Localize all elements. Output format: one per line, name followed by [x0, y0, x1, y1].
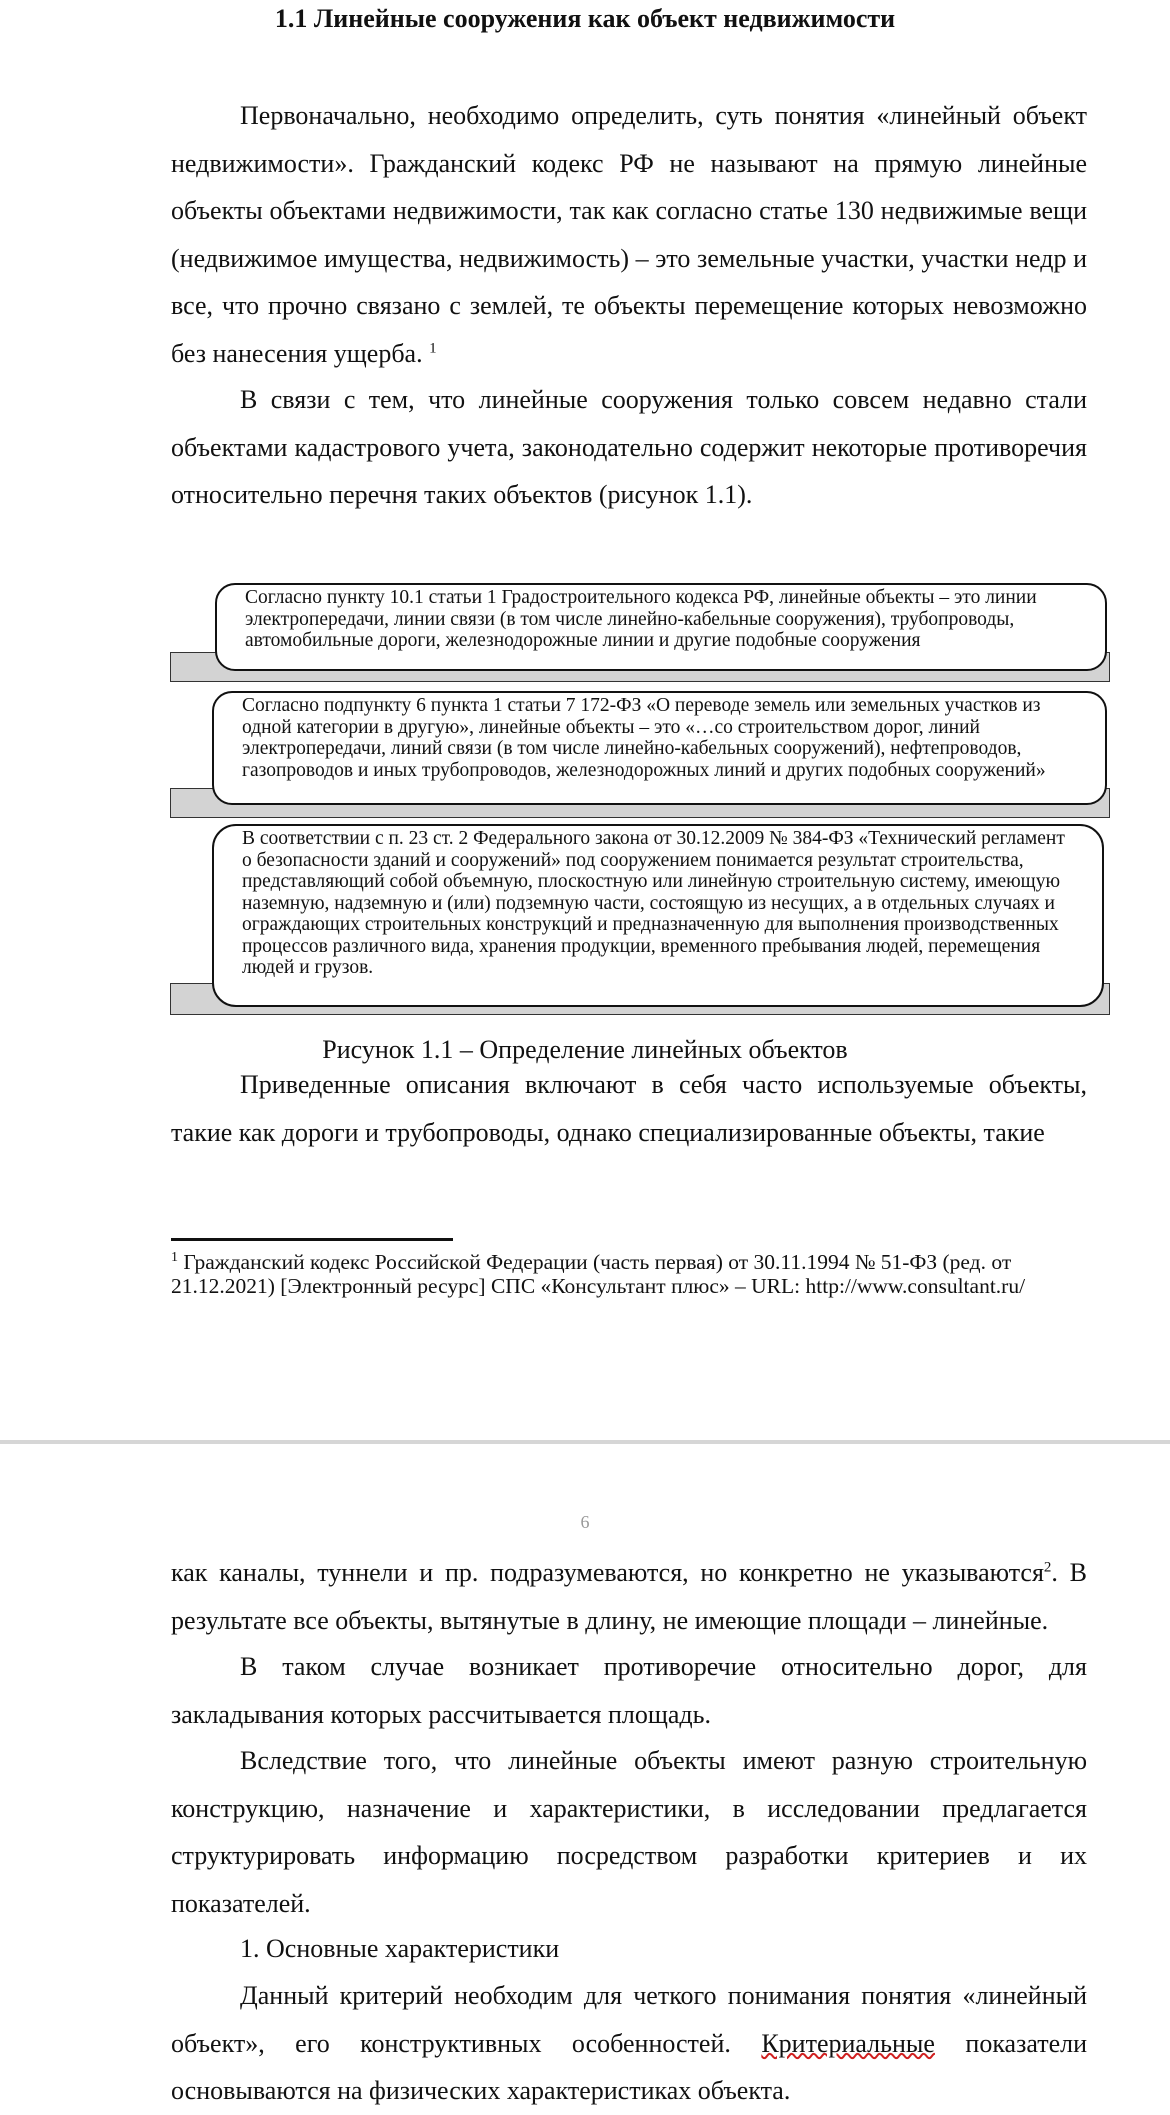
- section-heading: 1.1 Линейные сооружения как объект недвижимости: [274, 4, 896, 33]
- paragraph-7-start: Данный критерий необходим для четкого понимания понятия «линейный объект», его конструктивных особенностей.: [171, 1981, 1087, 2058]
- footnote-1: [171, 1250, 1087, 1298]
- page-number: 6: [580, 1512, 590, 1532]
- figure-caption: Рисунок 1.1 – Определение линейных объектов: [322, 1035, 848, 1064]
- paragraph-5: [171, 1643, 1087, 1738]
- footnote-ref-2[interactable]: 2: [1043, 1559, 1052, 1576]
- paragraph-7: [171, 1972, 1087, 2115]
- definition-box-1: [215, 583, 1107, 671]
- definition-box-3: [212, 824, 1104, 1007]
- footnote-ref-1[interactable]: 1: [429, 339, 437, 356]
- definition-box-3-text: В соответствии с п. 23 ст. 2 Федерального закона от 30.12.2009 № 384-ФЗ «Технический регламент о безопасности зданий и сооружений» под сооружением понимается результат строительства, представляющий собой объемную, плоскостную или линейную строительную систему, имеющую наземную, надземную и (или) подземную части, состоящую из несущих, а в отдельных случаях и ограждающих строительных конструкций и предназначенную для выполнения производственных процессов различного вида, хранения продукции, временного пребывания людей, перемещения людей и грузов.: [242, 828, 1065, 978]
- definition-box-2-text: Согласно подпункту 6 пункта 1 статьи 7 172-ФЗ «О переводе земель или земельных участков из одной категории в другую», линейные объекты – это «…со строительством дорог, линий электропередачи, линий связи (в том числе линейно-кабельных сооружений), нефтепроводов, газопроводов и иных трубопроводов, железнодорожных линий и других подобных сооружений»: [242, 695, 1046, 781]
- paragraph-1: [171, 92, 1087, 377]
- paragraph-2: [171, 376, 1087, 519]
- paragraph-3: [171, 1061, 1087, 1156]
- paragraph-1-text: Первоначально, необходимо определить, суть понятия «линейный объект недвижимости». Гражданский кодекс РФ не называют на прямую линейные объекты объектами недвижимости, так как согласно статье 130 недвижимые вещи (недвижимое имущества, недвижимость) – это земельные участки, участки недр и все, что прочно связано с землей, те объекты перемещение которых невозможно без нанесения ущерба.: [171, 101, 1087, 368]
- spellcheck-flagged-word[interactable]: Критериальные: [761, 2028, 935, 2058]
- paragraph-4-text: как каналы, туннели и пр. подразумеваются, но конкретно не указываются: [171, 1558, 1044, 1587]
- paragraph-3-text: Приведенные описания включают в себя часто используемые объекты, такие как дороги и трубопроводы, однако специализированные объекты, такие: [171, 1070, 1087, 1147]
- definition-box-1-text: Согласно пункту 10.1 статьи 1 Градостроительного кодекса РФ, линейные объекты – это линии электропередачи, линии связи (в том числе линейно-кабельные сооружения), трубопроводы, автомобильные дороги, железнодорожные линии и другие подобные сооружения: [245, 587, 1037, 651]
- list-item-1-text: 1. Основные характеристики: [240, 1934, 560, 1963]
- footnote-separator: [171, 1238, 453, 1241]
- paragraph-2-text: В связи с тем, что линейные сооружения только совсем недавно стали объектами кадастрового учета, законодательно содержит некоторые противоречия относительно перечня таких объектов (рисунок 1.1).: [171, 385, 1087, 509]
- paragraph-6: [171, 1737, 1087, 1927]
- paragraph-6-text: Вследствие того, что линейные объекты имеют разную строительную конструкцию, назначение и характеристики, в исследовании предлагается структурировать информацию посредством разработки критериев и их показателей.: [171, 1746, 1087, 1918]
- footnote-1-text: Гражданский кодекс Российской Федерации (часть первая) от 30.11.1994 № 51-ФЗ (ред. от 21.12.2021) [Электронный ресурс] СПС «Консультант плюс» – URL: http://www.consultant.ru/: [171, 1250, 1026, 1298]
- paragraph-4: [171, 1549, 1087, 1644]
- list-item-1: [171, 1925, 1087, 1973]
- definition-box-2: [212, 691, 1107, 805]
- paragraph-7-end: показатели основываются на физических характеристиках объекта.: [171, 2028, 1088, 2105]
- footnote-1-mark: 1: [171, 1249, 178, 1265]
- paragraph-5-text: В таком случае возникает противоречие относительно дорог, для закладывания которых рассчитывается площадь.: [171, 1652, 1087, 1729]
- paragraph-4-rest: . В результате все объекты, вытянутые в длину, не имеющие площади – линейные.: [171, 1558, 1087, 1635]
- figure-1-1: [170, 582, 1110, 1022]
